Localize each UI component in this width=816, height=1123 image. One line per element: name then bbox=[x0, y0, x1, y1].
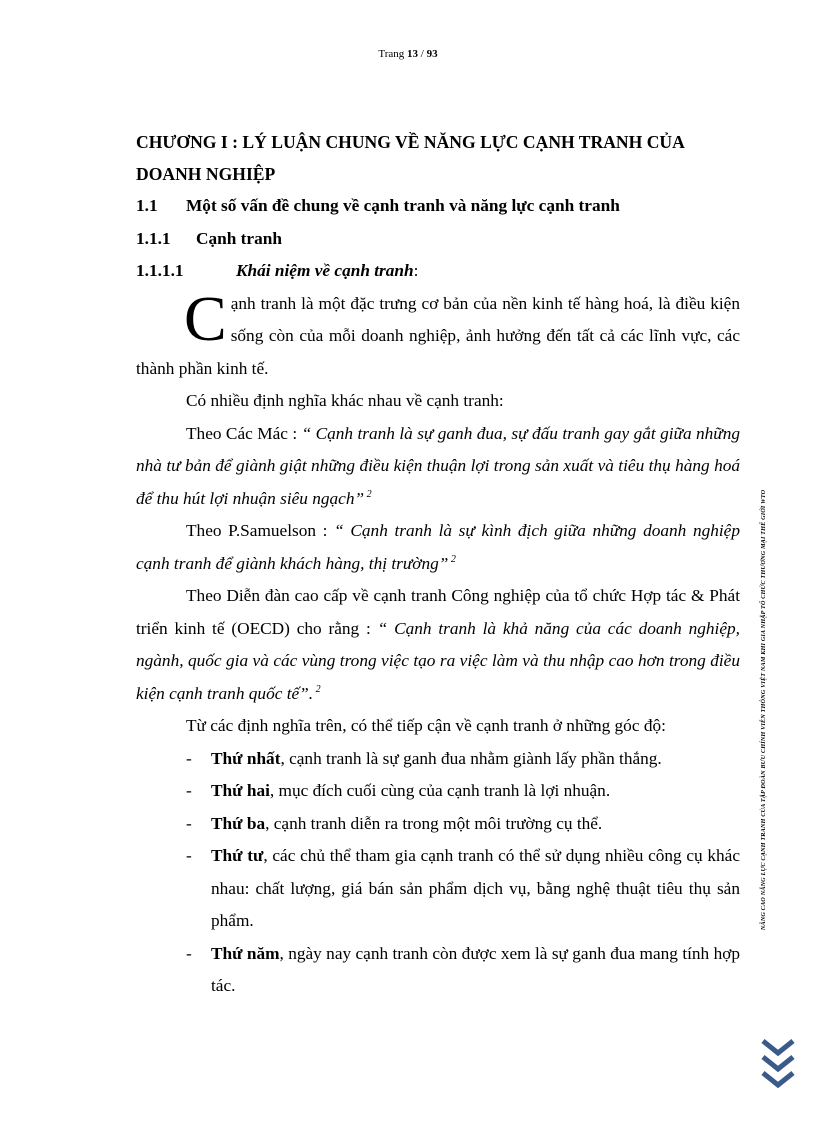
chapter-title bbox=[136, 126, 740, 190]
list-item bbox=[136, 743, 740, 776]
list-item-text: , ngày nay cạnh tranh còn được xem là sự ganh đua mang tính hợp tác. bbox=[211, 943, 740, 995]
definition-lead: Theo P.Samuelson : bbox=[186, 521, 335, 540]
page-current: 13 bbox=[407, 48, 419, 60]
definition-quote: “ Cạnh tranh là khả năng của các doanh nghiệp, ngành, quốc gia và các vùng trong việc tạo ra việc làm và thu nhập cao hơn trong điều kiện cạnh tranh quốc tế”. bbox=[136, 618, 740, 703]
footnote-ref: 2 bbox=[448, 553, 456, 565]
page-separator: / bbox=[418, 48, 427, 60]
list-item-text: , cạnh tranh diễn ra trong một môi trường cụ thể. bbox=[265, 813, 603, 833]
section-number: 1.1.1.1 bbox=[136, 261, 184, 280]
definition-quote: “ Cạnh tranh là sự kình địch giữa những doanh nghiệp cạnh tranh để giành khách hàng, thị trường” bbox=[136, 521, 740, 573]
page-number-header bbox=[0, 48, 816, 60]
approach-paragraph: Từ các định nghĩa trên, có thể tiếp cận về cạnh tranh ở những góc độ: bbox=[186, 716, 666, 735]
drop-cap: C bbox=[184, 282, 227, 354]
section-title: Khái niệm về cạnh tranh bbox=[236, 261, 414, 280]
definition-samuelson bbox=[136, 515, 740, 580]
section-title: Cạnh tranh bbox=[196, 228, 282, 248]
list-item-lead: Thứ nhất bbox=[211, 748, 281, 768]
page-total: 93 bbox=[426, 48, 438, 60]
bullet-dash: - bbox=[186, 748, 192, 768]
list-item-lead: Thứ ba bbox=[211, 813, 266, 833]
definition-lead: Theo Các Mác : bbox=[186, 423, 302, 443]
definition-marx bbox=[136, 418, 740, 516]
definition-oecd bbox=[136, 580, 740, 710]
section-colon: : bbox=[413, 261, 419, 280]
bullet-dash: - bbox=[186, 846, 192, 865]
chapter-title-line-2: DOANH NGHIỆP bbox=[136, 164, 276, 184]
intro-text: ạnh tranh là một đặc trưng cơ bản của nền kinh tế hàng hoá, là điều kiện sống còn của mỗi doanh nghiệp, ảnh hưởng đến tất cả các lĩnh vực, các thành phần kinh tế. bbox=[136, 293, 740, 378]
bullet-dash: - bbox=[186, 943, 192, 963]
section-heading-1-1 bbox=[136, 190, 740, 223]
triple-chevron-down-icon bbox=[760, 1038, 796, 1092]
document-body bbox=[136, 126, 740, 1003]
bullet-dash: - bbox=[186, 813, 192, 833]
list-item bbox=[136, 775, 740, 808]
section-heading-1-1-1 bbox=[136, 223, 740, 256]
list-item bbox=[136, 840, 740, 938]
list-item-text: , các chủ thể tham gia cạnh tranh có thể sử dụng nhiều công cụ khác nhau: chất lượng, giá bán sản phẩm dịch vụ, bằng nghệ thuật tiêu thụ sản phẩm. bbox=[211, 846, 740, 930]
list-item-lead: Thứ năm bbox=[211, 943, 280, 963]
section-number: 1.1 bbox=[136, 196, 158, 215]
section-number: 1.1.1 bbox=[136, 228, 171, 248]
definition-quote: “ Cạnh tranh là sự ganh đua, sự đấu tranh gay gắt giữa những nhà tư bản để giành giật những điều kiện thuận lợi trong sản xuất và tiêu thụ hàng hoá để thu hút lợi nhuận siêu ngạch” bbox=[136, 423, 740, 508]
intro-paragraph bbox=[136, 282, 740, 386]
section-title: Một số vấn đề chung về cạnh tranh và năng lực cạnh tranh bbox=[186, 196, 620, 215]
aspects-list bbox=[136, 743, 740, 1003]
chapter-title-line-1: CHƯƠNG I : LÝ LUẬN CHUNG VỀ NĂNG LỰC CẠNH TRANH CỦA bbox=[136, 132, 685, 152]
list-item bbox=[136, 938, 740, 1003]
definitions-intro: Có nhiều định nghĩa khác nhau về cạnh tranh: bbox=[186, 391, 504, 410]
list-item-lead: Thứ hai bbox=[211, 781, 270, 800]
footnote-ref: 2 bbox=[364, 488, 372, 500]
vertical-side-title: NÂNG CAO NĂNG LỰC CẠNH TRANH CỦA TẬP ĐOÀN BƯU CHÍNH VIỄN THÔNG VIỆT NAM KHI GIA NHẬP TỔ CHỨC THƯƠNG MẠI THẾ GIỚI WTO bbox=[760, 489, 767, 931]
list-item bbox=[136, 808, 740, 841]
list-item-text: , mục đích cuối cùng của cạnh tranh là lợi nhuận. bbox=[269, 781, 611, 800]
list-item-lead: Thứ tư bbox=[211, 846, 264, 865]
definition-lead: Theo Diễn đàn cao cấp về cạnh tranh Công nghiệp của tổ chức Hợp tác & Phát triển kinh tế (OECD) cho rằng : bbox=[136, 586, 740, 638]
page-prefix: Trang bbox=[378, 48, 408, 60]
list-item-text: , cạnh tranh là sự ganh đua nhằm giành lấy phần thắng. bbox=[280, 748, 662, 768]
footnote-ref: 2 bbox=[313, 683, 321, 695]
bullet-dash: - bbox=[186, 781, 192, 800]
